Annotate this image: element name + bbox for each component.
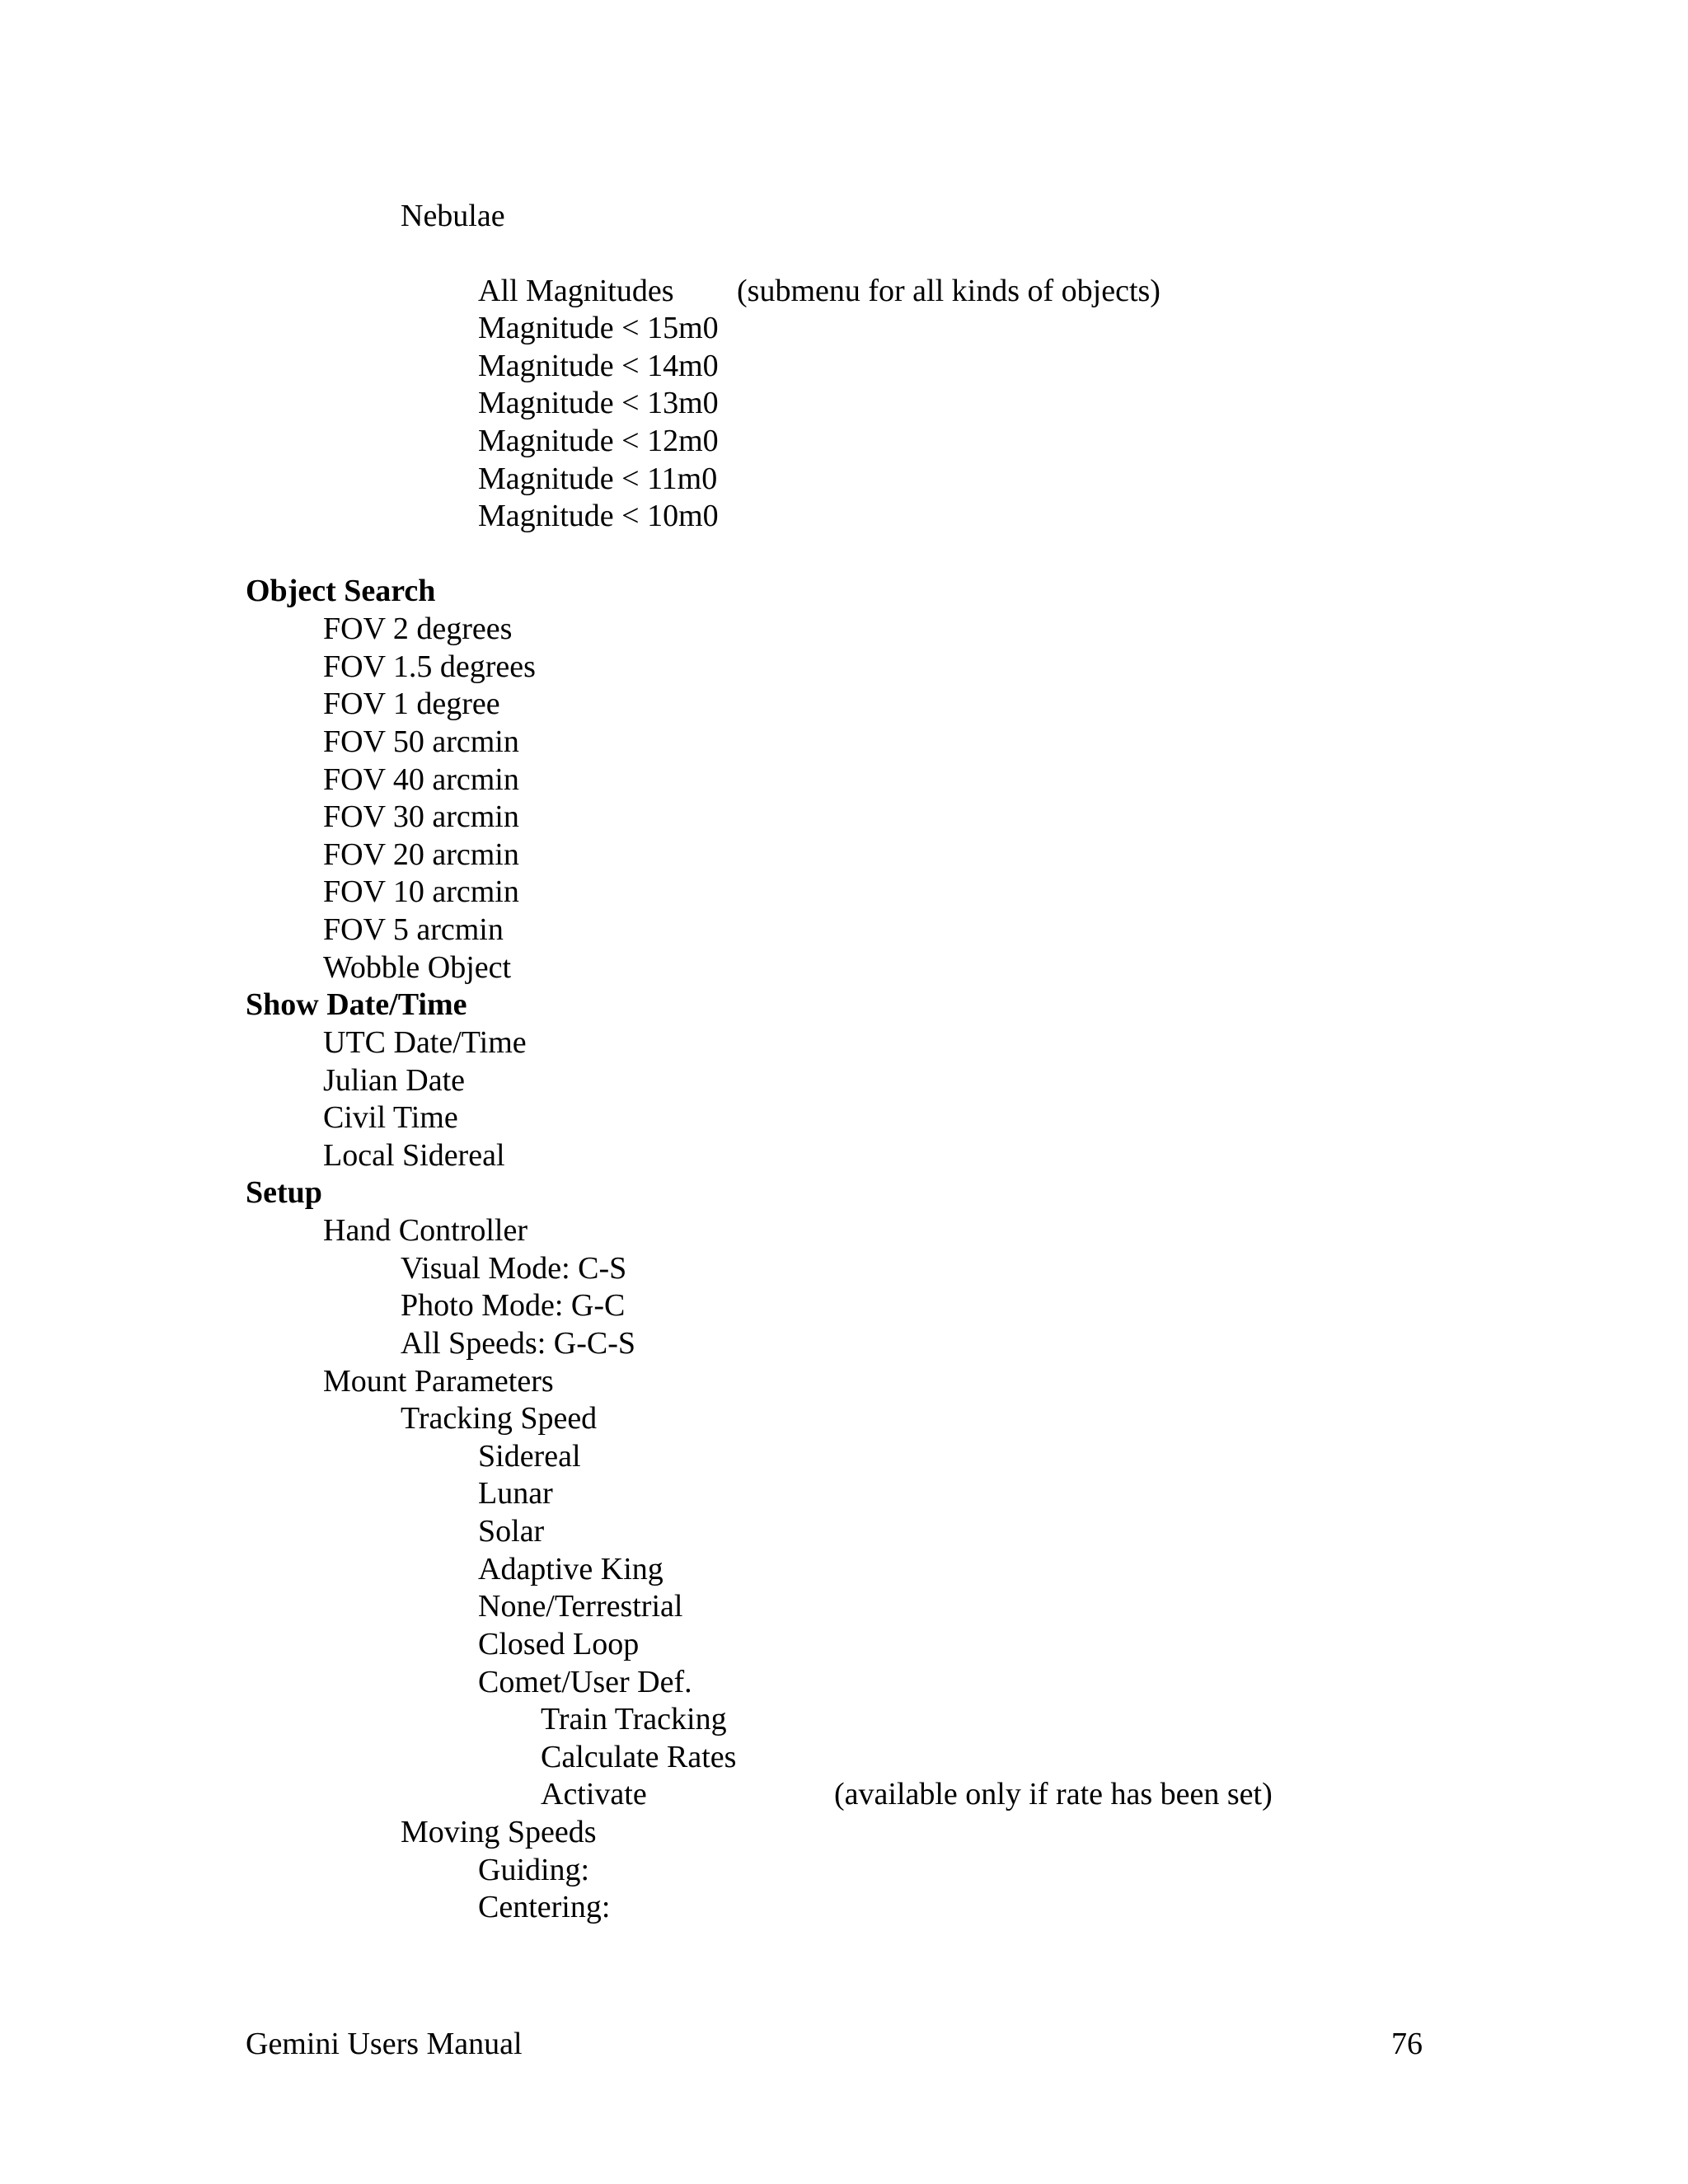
setup-heading: Setup xyxy=(246,1175,322,1210)
moving-speed-option: Guiding: xyxy=(478,1853,590,1887)
date-time-item: Civil Time xyxy=(323,1100,458,1135)
mount-parameters-item: Mount Parameters xyxy=(323,1364,554,1399)
tracking-speed-item: Tracking Speed xyxy=(401,1401,598,1436)
magnitude-item: Magnitude < 15m0 xyxy=(478,311,719,345)
page-number: 76 xyxy=(1391,2027,1423,2061)
all-magnitudes-note: (submenu for all kinds of objects) xyxy=(737,274,1160,308)
tracking-speed-option: Closed Loop xyxy=(478,1627,640,1661)
object-search-item: FOV 30 arcmin xyxy=(323,799,519,834)
object-search-item: FOV 20 arcmin xyxy=(323,837,519,872)
object-search-item: FOV 2 degrees xyxy=(323,612,513,646)
object-search-heading: Object Search xyxy=(246,574,436,608)
comet-option: Train Tracking xyxy=(541,1702,727,1736)
hand-controller-item: Hand Controller xyxy=(323,1213,528,1248)
object-search-item: FOV 5 arcmin xyxy=(323,912,504,947)
tracking-speed-option: Comet/User Def. xyxy=(478,1665,692,1699)
magnitude-item: Magnitude < 14m0 xyxy=(478,349,719,383)
tracking-speed-option: Sidereal xyxy=(478,1439,581,1474)
comet-option: Activate xyxy=(541,1777,647,1811)
magnitude-item: Magnitude < 12m0 xyxy=(478,424,719,458)
object-search-item: FOV 40 arcmin xyxy=(323,762,519,797)
hand-controller-mode: Photo Mode: G-C xyxy=(401,1288,626,1323)
object-search-item: FOV 1.5 degrees xyxy=(323,649,536,684)
hand-controller-mode: Visual Mode: C-S xyxy=(401,1251,627,1286)
activate-note: (available only if rate has been set) xyxy=(834,1777,1273,1811)
hand-controller-mode: All Speeds: G-C-S xyxy=(401,1326,635,1361)
show-date-time-heading: Show Date/Time xyxy=(246,987,467,1022)
magnitude-item: Magnitude < 10m0 xyxy=(478,499,719,533)
comet-option: Calculate Rates xyxy=(541,1740,737,1774)
nebulae-heading: Nebulae xyxy=(401,199,505,233)
tracking-speed-option: Adaptive King xyxy=(478,1552,663,1586)
tracking-speed-option: None/Terrestrial xyxy=(478,1589,683,1624)
magnitude-item: Magnitude < 11m0 xyxy=(478,462,718,496)
tracking-speed-option: Lunar xyxy=(478,1476,553,1511)
tracking-speed-option: Solar xyxy=(478,1514,545,1549)
magnitude-item: Magnitude < 13m0 xyxy=(478,386,719,420)
moving-speed-option: Centering: xyxy=(478,1890,611,1924)
object-search-item: Wobble Object xyxy=(323,950,512,985)
object-search-item: FOV 1 degree xyxy=(323,687,500,721)
moving-speeds-item: Moving Speeds xyxy=(401,1815,597,1849)
object-search-item: FOV 50 arcmin xyxy=(323,724,519,759)
object-search-item: FOV 10 arcmin xyxy=(323,874,519,909)
date-time-item: UTC Date/Time xyxy=(323,1025,527,1060)
footer-title: Gemini Users Manual xyxy=(246,2027,523,2061)
date-time-item: Local Sidereal xyxy=(323,1138,505,1173)
all-magnitudes-item: All Magnitudes xyxy=(478,274,674,308)
date-time-item: Julian Date xyxy=(323,1063,466,1098)
